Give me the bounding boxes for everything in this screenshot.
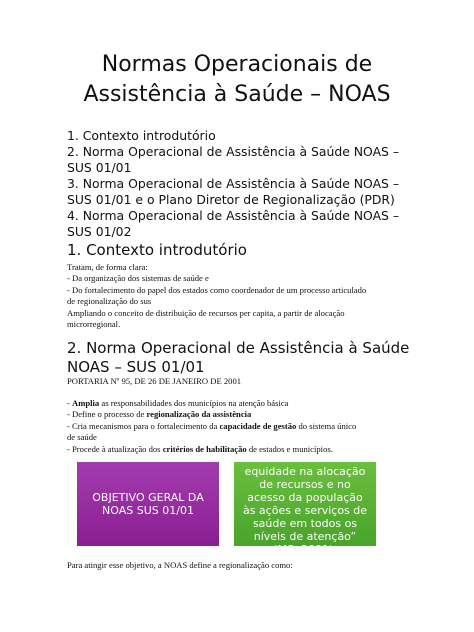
bullet-item <box>67 398 417 409</box>
toc-line: 4. Norma Operacional de Assistência à Saúde NOAS – <box>67 208 400 223</box>
section2-heading-line-2: NOAS – SUS 01/01 <box>67 358 205 376</box>
title-line-2: Assistência à Saúde – NOAS <box>83 82 391 107</box>
bullet-text: - Define o processo de <box>67 409 147 420</box>
body-line: Tratam, de forma clara: <box>67 262 148 272</box>
title-line-1: Normas Operacionais de <box>101 52 373 77</box>
section2-bullets <box>67 398 417 455</box>
body-line: - Da organização dos sistemas de saúde e <box>67 273 209 284</box>
portaria-line: PORTARIA Nº 95, DE 26 DE JANEIRO DE 2001 <box>67 376 242 386</box>
toc-line: SUS 01/01 <box>67 160 132 175</box>
bullet-bold: regionalização da assistência <box>146 409 252 420</box>
toc-line: 3. Norma Operacional de Assistência à Saúde NOAS – <box>67 176 400 191</box>
bullet-bold: critérios de habilitação <box>162 443 247 454</box>
page-title <box>40 50 434 110</box>
bullet-text: do sistema único <box>296 420 357 431</box>
section2-heading-line-1: 2. Norma Operacional de Assistência à Saúde <box>67 339 410 357</box>
body-line: microrregional. <box>67 319 121 330</box>
toc-line: SUS 01/02 <box>67 224 132 239</box>
bullet-text: - <box>67 398 73 408</box>
objective-box: OBJETIVO GERAL DA NOAS SUS 01/01 <box>77 462 219 546</box>
footer-paragraph: Para atingir esse objetivo, a NOAS define a regionalização como: <box>67 560 293 570</box>
bullet-item <box>67 409 417 420</box>
quote-box: “Promover maior equidade na alocação de recursos e no acesso da população às ações e serviços de saúde em todos os níveis de atenção” (MS, 2001). <box>234 462 376 546</box>
bullet-text: - Cria mecanismos para o fortalecimento da <box>67 420 220 431</box>
section1-heading: 1. Contexto introdutório <box>67 241 247 259</box>
body-line: de regionalização do sus <box>67 296 152 307</box>
section1-body <box>67 262 417 330</box>
toc-line: 1. Contexto introdutório <box>67 128 216 143</box>
body-line: - Do fortalecimento do papel dos estados como coordenador de um processo articulado <box>67 284 367 295</box>
table-of-contents <box>67 128 417 240</box>
toc-line: SUS 01/01 e o Plano Diretor de Regionalização (PDR) <box>67 192 395 207</box>
bullet-text: - Procede à atualização dos <box>67 443 163 454</box>
bullet-item-cont: de saúde <box>67 432 97 443</box>
toc-line: 2. Norma Operacional de Assistência à Saúde NOAS – <box>67 144 400 159</box>
bullet-text: as responsabilidades dos municípios na atenção básica <box>99 398 289 408</box>
body-line: Ampliando o conceito de distribuição de recursos per capita, a partir de alocação <box>67 307 345 318</box>
bullet-bold: Amplia <box>72 398 100 408</box>
bullet-text: de estados e municípios. <box>246 443 333 454</box>
bullet-bold: capacidade de gestão <box>219 420 297 431</box>
bullet-item <box>67 421 417 432</box>
section2-heading <box>67 339 427 377</box>
